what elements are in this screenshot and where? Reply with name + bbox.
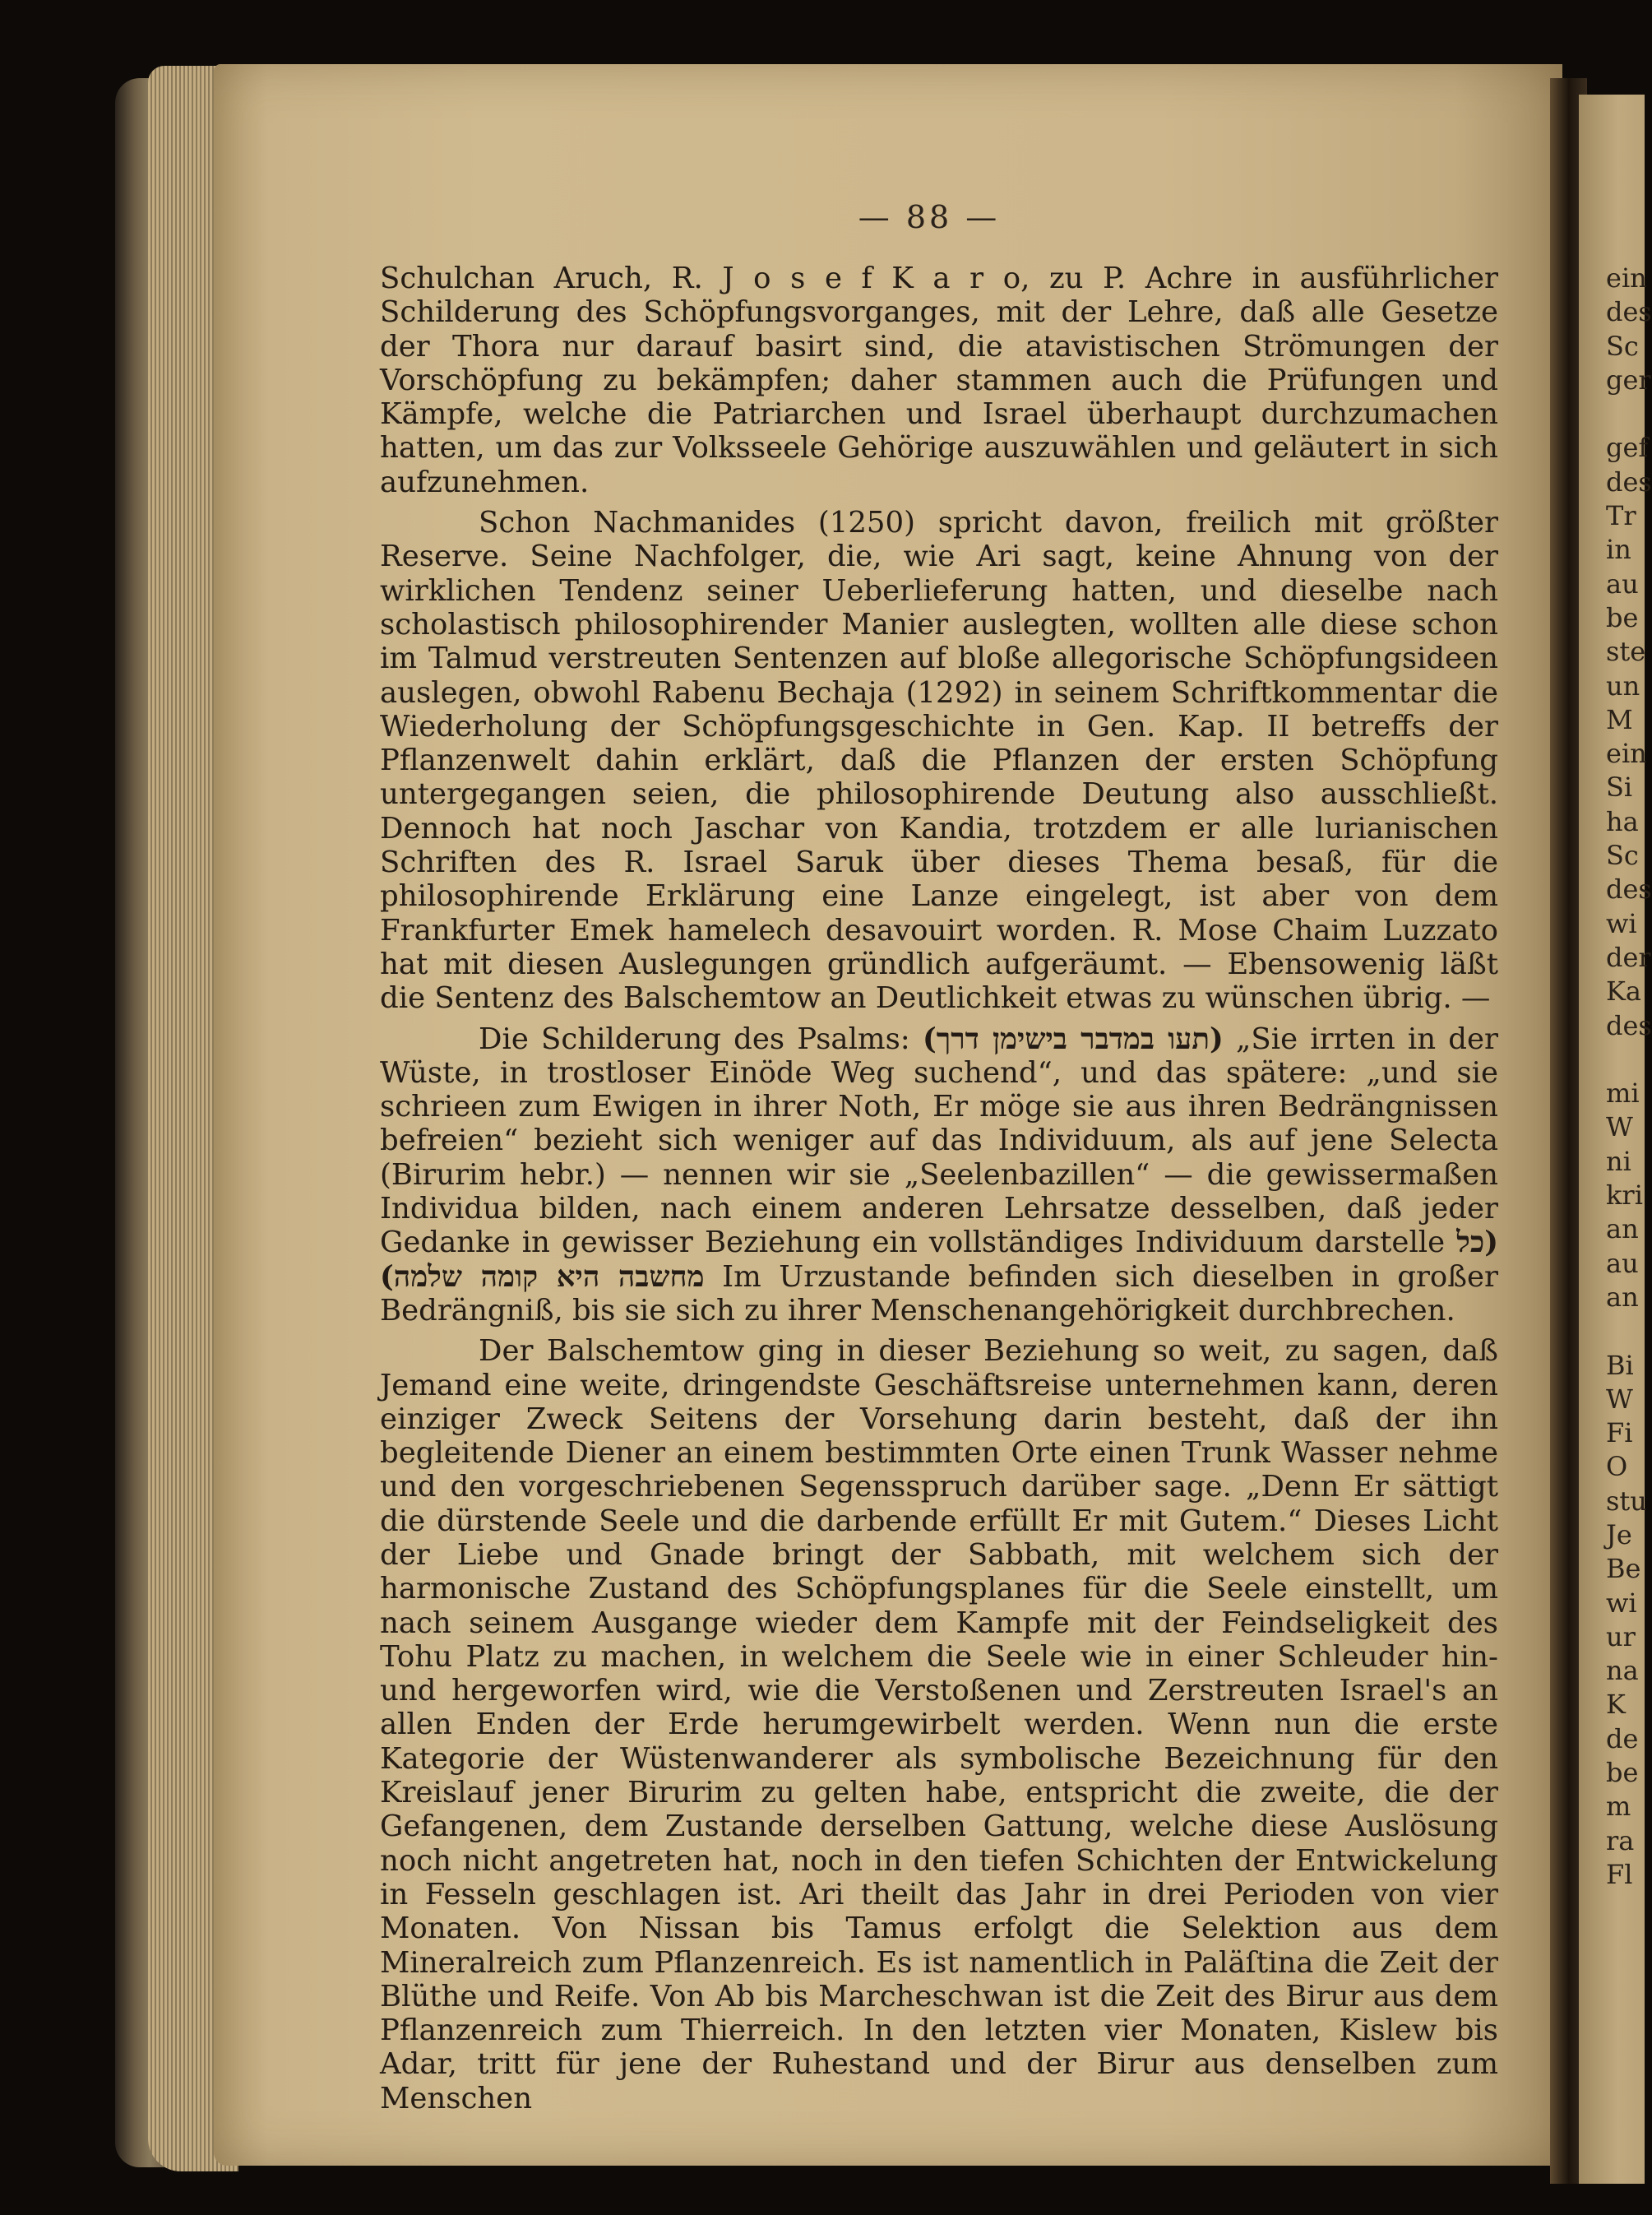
- facing-page-fragment: Sc: [1606, 330, 1639, 362]
- hebrew-quote-1: (תעו במדבר בישימן דרך): [922, 1022, 1224, 1056]
- facing-page-fragment: des: [1606, 873, 1652, 906]
- facing-page-fragment: au: [1606, 1247, 1639, 1279]
- paragraph-4: Der Balschemtow ging in dieser Beziehung so weit, zu sagen, daß Jemand eine weite, dringendste Geschäftsreise unternehmen kann, deren einziger Zweck Seitens der Vorsehung darin besteht, daß der ihn begleitende Diener an einem bestimmten Orte einen Trunk Wasser nehme und den vorgeschriebenen Segensspruch darüber sage. „Denn Er sättigt die dürstende Seele und die darbende erfüllt Er mit Gutem.“ Dieses Licht der Liebe und Gnade bringt der Sabbath, mit welchem sich der harmonische Zustand des Schöpfungsplanes für die Seele einstellt, um nach seinem Ausgange wieder dem Kampfe mit der Feindseligkeit des Tohu Platz zu machen, in welchem die Seele wie in einer Schleuder hin- und hergeworfen wird, wie die Verstoßenen und Zerstreuten Israel's an allen Enden der Erde herumgewirbelt werden. Wenn nun die erste Kategorie der Wüstenwanderer als symbolische Bezeichnung für den Kreislauf jener Birurim zu gelten habe, entspricht die zweite, die der Gefangenen, dem Zustande derselben Gattung, welche diese Auslösung noch nicht angetreten hat, noch in den tiefen Schichten der Entwickelung in Fesseln geschlagen ist. Ari theilt das Jahr in drei Perioden von vier Monaten. Von Nissan bis Tamus erfolgt die Selektion aus dem Mineralreich zum Pflanzenreich. Es ist namentlich in Paläſtina die Zeit der Blüthe und Reife. Von Ab bis Marcheschwan ist die Zeit des Birur aus dem Pflanzenreich zum Thierreich. In den letzten vier Monaten, Kislew bis Adar, tritt für jene der Ruhestand und der Birur aus denselben zum Menschen: [380, 1334, 1498, 2115]
- facing-page-fragment: W: [1606, 1111, 1633, 1143]
- paragraph-3: [380, 1022, 1498, 1328]
- facing-page-fragment: Be: [1606, 1553, 1641, 1585]
- facing-page-fragment: ein: [1606, 738, 1647, 770]
- facing-page-fragment: wi: [1606, 907, 1637, 939]
- facing-page-fragment: [1606, 1043, 1645, 1077]
- facing-page-fragment: un: [1606, 670, 1640, 702]
- paragraph-3-lead: Die Schilderung des Psalms:: [479, 1022, 923, 1056]
- facing-page-fragment: in: [1606, 534, 1631, 566]
- facing-page-fragment: gef: [1606, 432, 1649, 464]
- facing-page-fragment: Fl: [1606, 1858, 1633, 1890]
- facing-page-fragment: des: [1606, 1009, 1652, 1041]
- facing-page-fragment: des: [1606, 466, 1652, 498]
- facing-page-fragment: O: [1606, 1451, 1628, 1483]
- paragraph-1: Schulchan Aruch, R. J o s e f K a r o, zu P. Achre in ausführlicher Schilderung des Schöpfungsvorganges, mit der Lehre, daß alle Gesetze der Thora nur darauf basirt sind, die atavistischen Strömungen der Vorschöpfung zu bekämpfen; daher stammen auch die Prüfungen und Kämpfe, welche die Patriarchen und Israel überhaupt durchzumachen hatten, um das zur Volksseele Gehörige auszuwählen und geläutert in sich aufzunehmen.: [380, 262, 1498, 499]
- facing-page-fragment: K: [1606, 1689, 1626, 1721]
- facing-page-fragment: mi: [1606, 1077, 1640, 1110]
- paragraph-3-middle: „Sie irrten in der Wüste, in trostloser Einöde Weg suchend“, und das spätere: „und sie schrieen zum Ewigen in ihrer Noth, Er möge sie aus ihren Bedrängnissen befreien“ bezieht sich weniger auf das Individuum, als auf jene Selecta (Birurim hebr.) — nennen wir sie „Seelenbazillen“ — die gewissermaßen Individua bilden, nach einem anderen Lehrsatze desselben, daß jeder Gedanke in gewisser Beziehung ein vollständiges Individuum darstelle: [380, 1022, 1498, 1260]
- facing-page-fragment: Tr: [1606, 500, 1636, 532]
- facing-page-fragment: m: [1606, 1791, 1631, 1823]
- facing-page-fragment: Ka: [1606, 975, 1641, 1008]
- facing-page-fragment: W: [1606, 1383, 1633, 1415]
- facing-page-fragment: Bi: [1606, 1349, 1634, 1381]
- facing-page-fragment: [1606, 1314, 1645, 1348]
- paragraph-2: Schon Nachmanides (1250) spricht davon, freilich mit größter Reserve. Seine Nachfolger, die, wie Ari sagt, keine Ahnung von der wirklichen Tendenz seiner Ueberlieferung hatten, und dieselbe nach scholastisch philosophirender Manier auslegten, wollten alle diese schon im Talmud verstreuten Sentenzen auf bloße allegorische Schöpfungsideen auslegen, obwohl Rabenu Bechaja (1292) in seinem Schriftkommentar die Wiederholung der Schöpfungsgeschichte in Gen. Kap. II betreffs der Pflanzenwelt dahin erklärt, daß die Pflanzen der ersten Schöpfung untergegangen seien, die philosophirende Deutung also ausschließt. Dennoch hat noch Jaschar von Kandia, trotzdem er alle lurianischen Schriften des R. Israel Saruk über dieses Thema besaß, für die philosophirende Erklärung eine Lanze eingelegt, ist aber von dem Frankfurter Emek hamelech desavouirt worden. R. Mose Chaim Luzzato hat mit diesen Auslegungen gründlich aufgeräumt. — Ebensowenig läßt die Sentenz des Balschemtow an Deutlichkeit etwas zu wünschen übrig. —: [380, 506, 1498, 1016]
- facing-page-fragment: ger: [1606, 364, 1651, 396]
- facing-page-fragment: der: [1606, 941, 1651, 973]
- facing-page-fragment: Fi: [1606, 1417, 1633, 1449]
- facing-page-fragment: des: [1606, 296, 1652, 328]
- facing-page-fragment: stu: [1606, 1485, 1647, 1517]
- facing-page-fragment: Sc: [1606, 840, 1639, 872]
- paragraph-3-tail: Im Urzustande befinden sich dieselben in großer Bedrängniß, bis sie sich zu ihrer Menschenangehörigkeit durchbrechen.: [380, 1259, 1499, 1328]
- facing-page-fragment: de: [1606, 1722, 1639, 1754]
- facing-page-fragment: an: [1606, 1213, 1639, 1245]
- facing-page-fragment: Je: [1606, 1518, 1632, 1550]
- page-body: [380, 262, 1498, 2122]
- facing-page-fragment: na: [1606, 1655, 1639, 1687]
- hebrew-quote-2: (כל מחשבה היא קומה שלמה): [380, 1226, 1498, 1294]
- facing-page-fragment: ra: [1606, 1824, 1635, 1856]
- facing-page-fragment: kri: [1606, 1179, 1643, 1212]
- facing-page-fragment: ha: [1606, 805, 1639, 837]
- facing-page-text-fragments: [1606, 262, 1652, 1892]
- facing-page-fragment: be: [1606, 1757, 1639, 1789]
- facing-page-fragment: au: [1606, 568, 1639, 600]
- facing-page-fragment: an: [1606, 1281, 1639, 1313]
- facing-page-fragment: wi: [1606, 1587, 1637, 1619]
- facing-page-fragment: ste: [1606, 636, 1646, 668]
- facing-page-fragment: ein: [1606, 262, 1647, 294]
- page-number: — 88 —: [858, 199, 1001, 235]
- facing-page-fragment: M: [1606, 703, 1633, 735]
- facing-page-fragment: ni: [1606, 1145, 1631, 1177]
- facing-page-fragment: [1606, 397, 1645, 431]
- facing-page-fragment: ur: [1606, 1620, 1636, 1652]
- facing-page-fragment: be: [1606, 601, 1639, 633]
- facing-page-fragment: Si: [1606, 772, 1633, 804]
